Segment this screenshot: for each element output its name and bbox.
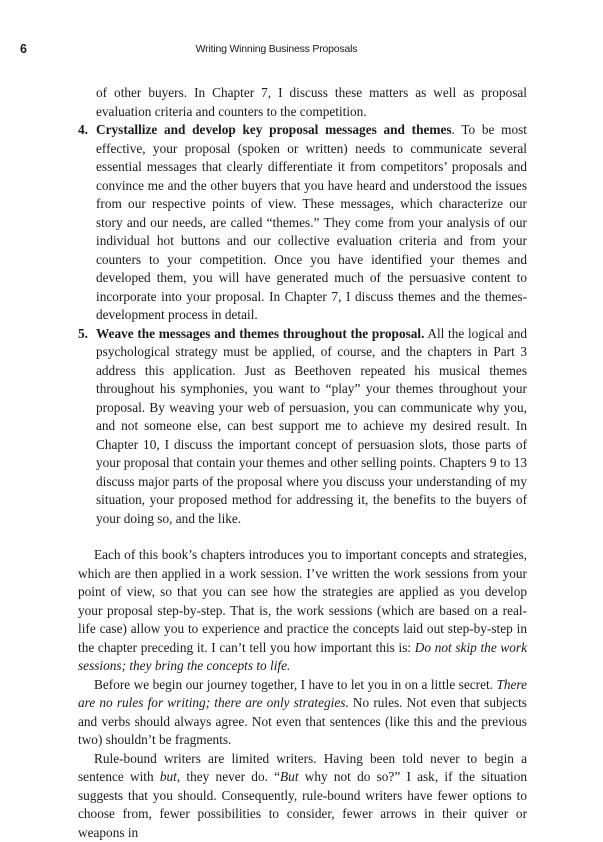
item-number: 5. [78,325,88,344]
paragraph-text: why not do so?” I ask, if the situation suggests that you should. Consequently, rule-bound writers have fewer options to choose from, fewer possibilities to consider, fewer arrows in their quiver or weapons in [78,769,527,840]
list-item-continuation [78,84,527,121]
paragraph-text: No rules. Not even that subjects and verbs should always agree. Not even that sentences (like this and the previous two) shouldn’t be fragments. [78,695,527,747]
item-lead: Weave the messages and themes throughout the proposal. [96,326,424,341]
item-lead: Crystallize and develop key proposal messages and themes [96,122,452,137]
paragraph [78,676,527,750]
continuation-text: of other buyers. In Chapter 7, I discuss these matters as well as proposal evaluation criteria and counters to the competition. [96,85,527,119]
body-text [78,84,527,842]
paragraph-text: Each of this book’s chapters introduces you to important concepts and strategies, which are then applied in a work session. I’ve written the work sessions from your point of view, so that you can see how the strategies are applied as you develop your proposal step-by-step. That is, the work sessions (which are based on a real-life case) allow you to experience and practice the concepts laid out step-by-step in the chapter preceding it. I can’t tell you how important this is: [78,547,527,655]
page-header [20,42,533,60]
emphasis-text: but [160,769,177,784]
item-number: 4. [78,121,88,140]
paragraph-text: , they never do. “ [177,769,280,784]
page-number: 6 [20,42,27,56]
numbered-list [78,84,527,528]
emphasis-text: Do not skip the work sessions; they bring the concepts to life. [78,640,527,674]
emphasis-text: There are no rules for writing; there are only strategies. [78,677,527,711]
paragraph-gap [78,528,527,546]
paragraph [78,546,527,676]
paragraph-text: Rule-bound writers are limited writers. Having been told never to begin a sentence with [78,751,527,785]
item-text: . To be most effective, your proposal (spoken or written) needs to communicate several essential messages that clearly differentiate it from competitors’ proposals and convince me and the other buyers that you have heard and understood the issues from our respective points of view. These messages, which characterize our story and our needs, are called “themes.” They come from your analysis of our individual hot buttons and our collective evaluation criteria and from your counters to your competition. Once you have identified your themes and developed them, you will have generated much of the persuasive content to incorporate into your proposal. In Chapter 7, I discuss themes and the themes-development process in detail. [96,122,527,322]
paragraph [78,750,527,842]
running-title: Writing Winning Business Proposals [20,43,533,55]
paragraph-text: Before we begin our journey together, I have to let you in on a little secret. [94,677,496,692]
list-item [78,121,527,325]
item-text: All the logical and psychological strategy must be applied, of course, and the chapters in Part 3 address this application. Just as Beethoven repeated his musical themes throughout his symphonies, you want to “play” your themes throughout your proposal. By weaving your web of persuasion, you can communicate why you, and not someone else, can best support me to achieve my desired result. In Chapter 10, I discuss the important concept of persuasion slots, those parts of your proposal that contain your themes and other selling points. Chapters 9 to 13 discuss major parts of the proposal where you discuss your understanding of my situation, your proposed method for addressing it, the benefits to the buyers of your doing so, and the like. [96,326,527,526]
list-item [78,325,527,529]
emphasis-text: But [280,769,298,784]
